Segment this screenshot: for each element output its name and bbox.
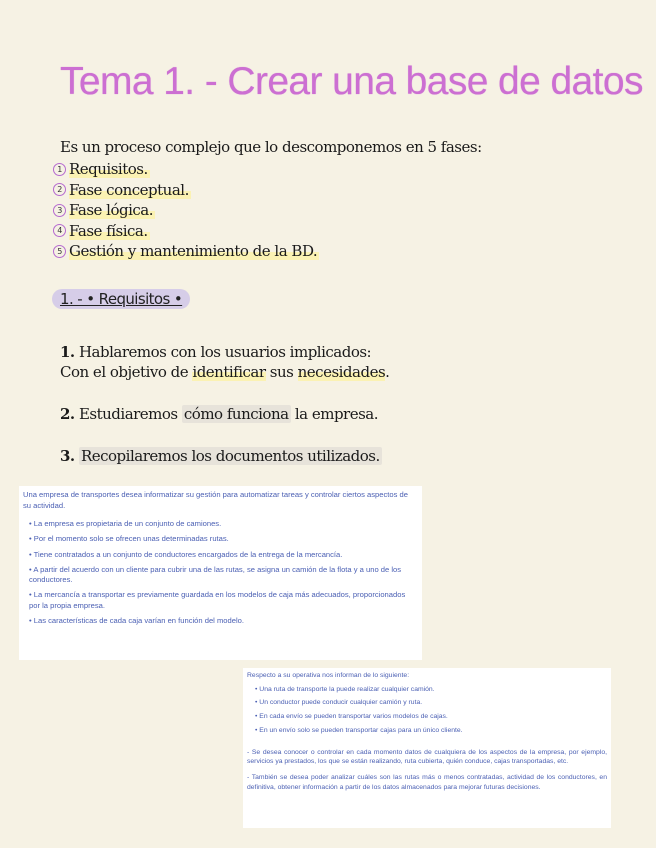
phase-label: Gestión y mantenimiento de la BD. — [69, 242, 318, 261]
number-circle-icon: 1 — [53, 163, 66, 176]
image-bullet-list — [247, 685, 607, 736]
detail-text: Con el objetivo de — [60, 363, 193, 381]
image-note: - También se desea poder analizar cuáles son las rutas más o menos contratadas, actividad de los conductores, en definitiva, obtener información a partir de los datos almacenados para mejorar futuras decisiones. — [247, 774, 607, 792]
phase-item — [53, 241, 319, 262]
list-item: • La mercancía a transportar es previamente guardada en los modelos de caja más adecuados, proporcionados por la propia empresa. — [29, 590, 418, 611]
number-circle-icon: 3 — [53, 204, 66, 217]
image-lead-text: Una empresa de transportes desea informatizar su gestión para automatizar tareas y controlar ciertos aspectos de su actividad. — [23, 490, 408, 510]
step-2 — [60, 405, 378, 423]
image-lead-text: Respecto a su operativa nos informan de lo siguiente: — [247, 672, 410, 679]
list-item: • La empresa es propietaria de un conjunto de camiones. — [29, 519, 418, 530]
list-item: • Un conductor puede conducir cualquier camión y ruta. — [255, 698, 607, 708]
page-title: Tema 1. - Crear una base de datos — [60, 60, 643, 103]
step-text: Hablaremos con los usuarios implicados: — [78, 343, 372, 361]
step-number: 3. — [60, 447, 75, 465]
number-circle-icon: 2 — [53, 183, 66, 196]
highlight-como-funciona: cómo funciona — [183, 405, 289, 423]
list-item: • Una ruta de transporte la puede realizar cualquier camión. — [255, 685, 607, 695]
phase-label: Fase conceptual. — [69, 180, 189, 199]
list-item: • Las características de cada caja varían en función del modelo. — [29, 616, 418, 627]
step-1 — [60, 343, 371, 361]
phase-item — [53, 159, 319, 180]
pasted-image-company-description — [19, 486, 422, 660]
step-text: Recopilaremos los documentos utilizados. — [80, 447, 380, 465]
intro-text: Es un proceso complejo que lo descomponemos en 5 fases: — [60, 138, 482, 156]
phase-item — [53, 180, 319, 201]
phase-item — [53, 200, 319, 221]
phase-label: Requisitos. — [69, 160, 148, 179]
step-number: 2. — [60, 405, 75, 423]
highlight-identificar: identificar — [192, 363, 266, 381]
list-item: • Tiene contratados a un conjunto de conductores encargados de la entrega de la mercancía. — [29, 550, 418, 561]
highlight-necesidades: necesidades — [297, 363, 386, 381]
image-bullet-list — [23, 519, 418, 627]
list-item: • Por el momento solo se ofrecen unas determinadas rutas. — [29, 534, 418, 545]
phase-item — [53, 221, 319, 242]
number-circle-icon: 4 — [53, 224, 66, 237]
step-text: Estudiaremos — [78, 405, 182, 423]
step-3 — [60, 447, 382, 465]
step-number: 1. — [60, 343, 75, 361]
list-item: • En cada envío se pueden transportar varios modelos de cajas. — [255, 712, 607, 722]
image-note: - Se desea conocer o controlar en cada momento datos de cualquiera de los aspectos de la empresa, por ejemplo, servicios ya prestados, los que se están realizando, ruta cubierta, quién conduce, cajas transportadas, etc. — [247, 748, 607, 766]
detail-text: . — [385, 363, 390, 381]
phase-label: Fase física. — [69, 221, 148, 240]
list-item: • En un envío solo se pueden transportar cajas para un único cliente. — [255, 726, 607, 736]
number-circle-icon: 5 — [53, 245, 66, 258]
phase-label: Fase lógica. — [69, 201, 154, 220]
list-item: • A partir del acuerdo con un cliente para cubrir una de las rutas, se asigna un camión de la flota y a uno de los conductores. — [29, 565, 418, 586]
step-1-detail — [60, 363, 389, 381]
section-heading-requisitos: 1. - • Requisitos • — [52, 289, 190, 309]
phase-list — [53, 159, 319, 262]
pasted-image-operations — [243, 668, 611, 828]
step-text: la empresa. — [290, 405, 379, 423]
detail-text: sus — [265, 363, 298, 381]
